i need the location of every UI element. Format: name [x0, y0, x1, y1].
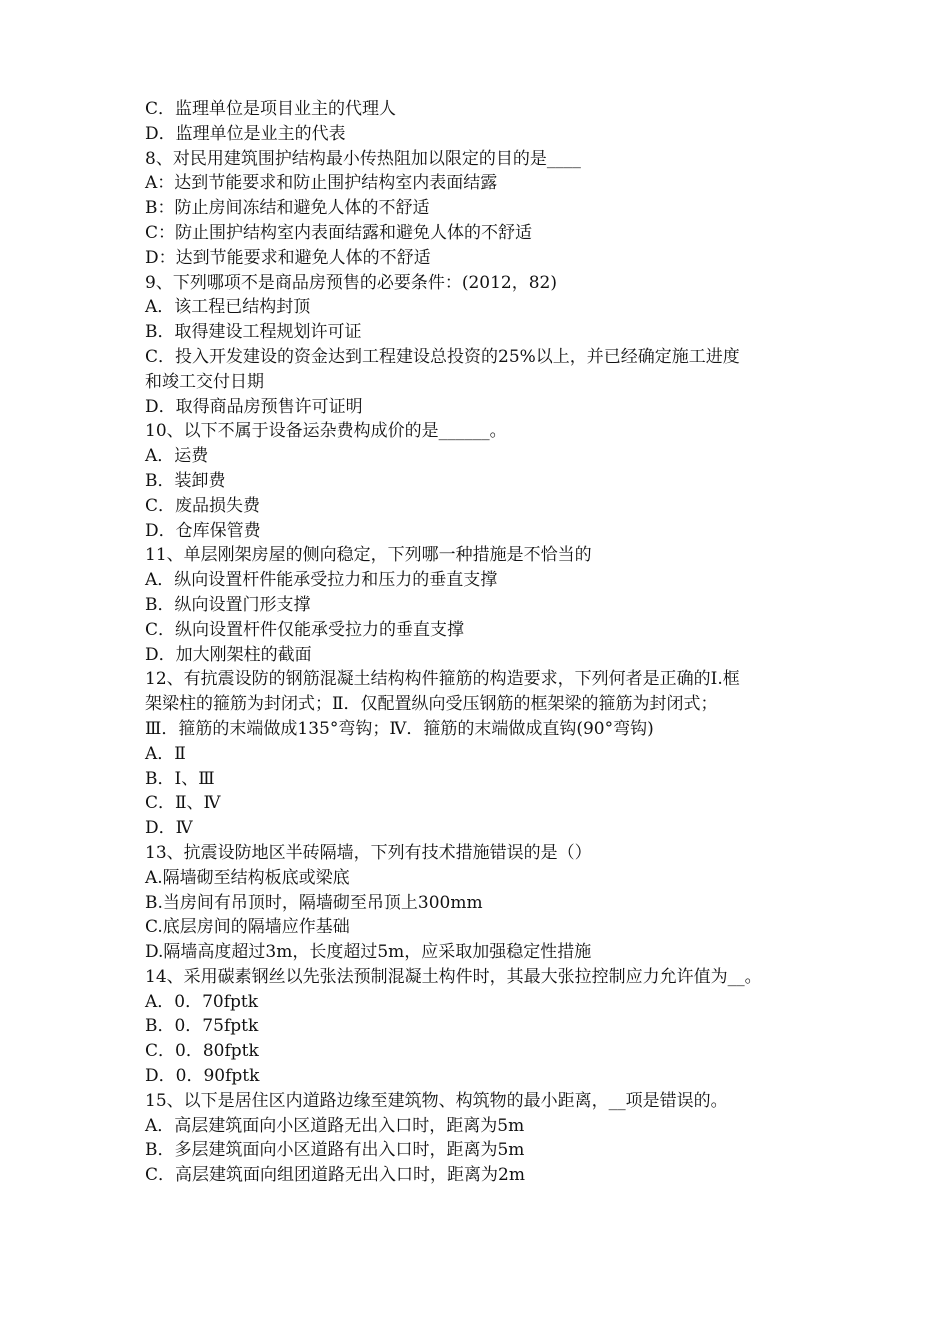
option-line: A．运费 [145, 446, 209, 467]
question-12-continued: Ⅲ．箍筋的末端做成135°弯钩；Ⅳ．箍筋的末端做成直钩(90°弯钩) [145, 718, 654, 739]
question-12-continued: 架梁柱的箍筋为封闭式；Ⅱ．仅配置纵向受压钢筋的框架梁的箍筋为封闭式； [145, 694, 718, 715]
question-12: 12、有抗震设防的钢筋混凝土结构构件箍筋的构造要求，下列何者是正确的Ⅰ.框 [145, 669, 740, 690]
option-line: A．该工程已结构封顶 [145, 297, 311, 318]
question-9: 9、下列哪项不是商品房预售的必要条件：(2012，82) [145, 272, 557, 293]
option-line: B．装卸费 [145, 470, 226, 491]
option-line: D.隔墙高度超过3m，长度超过5m，应采取加强稳定性措施 [145, 942, 592, 963]
option-line: C：防止围护结构室内表面结露和避免人体的不舒适 [145, 222, 533, 243]
question-10: 10、以下不属于设备运杂费构成价的是______。 [145, 421, 507, 442]
option-line: C．0．80fptk [145, 1041, 259, 1062]
option-line: C．纵向设置杆件仅能承受拉力的垂直支撑 [145, 619, 465, 640]
option-line: C．Ⅱ、Ⅳ [145, 793, 221, 814]
option-line-continued: 和竣工交付日期 [145, 371, 264, 392]
option-line: D．0．90fptk [145, 1066, 260, 1087]
option-line: B．取得建设工程规划许可证 [145, 322, 362, 343]
option-line: B．0．75fptk [145, 1016, 259, 1037]
option-line: B：防止房间冻结和避免人体的不舒适 [145, 198, 430, 219]
option-line: A.隔墙砌至结构板底或梁底 [145, 867, 350, 888]
document-page [145, 97, 810, 1188]
question-11: 11、单层刚架房屋的侧向稳定，下列哪一种措施是不恰当的 [145, 545, 592, 566]
question-14: 14、采用碳素钢丝以先张法预制混凝土构件时，其最大张拉控制应力允许值为__。 [145, 966, 762, 987]
option-line: C．废品损失费 [145, 495, 261, 516]
option-line: B.当房间有吊顶时，隔墙砌至吊顶上300mm [145, 892, 483, 913]
option-line: C．投入开发建设的资金达到工程建设总投资的25%以上，并已经确定施工进度 [145, 346, 740, 367]
option-line: D．仓库保管费 [145, 520, 261, 541]
option-line: D．取得商品房预售许可证明 [145, 396, 363, 417]
option-line: B．纵向设置门形支撑 [145, 594, 311, 615]
option-line: A．纵向设置杆件能承受拉力和压力的垂直支撑 [145, 570, 498, 591]
option-line: A：达到节能要求和防止围护结构室内表面结露 [145, 173, 498, 194]
option-line: A．0．70fptk [145, 991, 259, 1012]
option-line: D．加大刚架柱的截面 [145, 644, 312, 665]
text-line: C．监理单位是项目业主的代理人 [145, 99, 397, 119]
question-8: 8、对民用建筑围护结构最小传热阻加以限定的目的是____ [145, 148, 581, 169]
question-13: 13、抗震设防地区半砖隔墙，下列有技术措施错误的是（） [145, 842, 592, 863]
option-line: C．高层建筑面向组团道路无出入口时，距离为2m [145, 1165, 525, 1186]
option-line: D：达到节能要求和避免人体的不舒适 [145, 247, 431, 268]
text-line: D．监理单位是业主的代表 [145, 123, 346, 144]
option-line: A．Ⅱ [145, 743, 186, 764]
option-line: D．Ⅳ [145, 818, 193, 839]
option-line: B．多层建筑面向小区道路有出入口时，距离为5m [145, 1140, 525, 1161]
option-line: A．高层建筑面向小区道路无出入口时，距离为5m [145, 1115, 525, 1136]
question-15: 15、以下是居住区内道路边缘至建筑物、构筑物的最小距离，__项是错误的。 [145, 1090, 728, 1111]
option-line: C.底层房间的隔墙应作基础 [145, 917, 350, 938]
option-line: B．Ⅰ、Ⅲ [145, 768, 215, 789]
